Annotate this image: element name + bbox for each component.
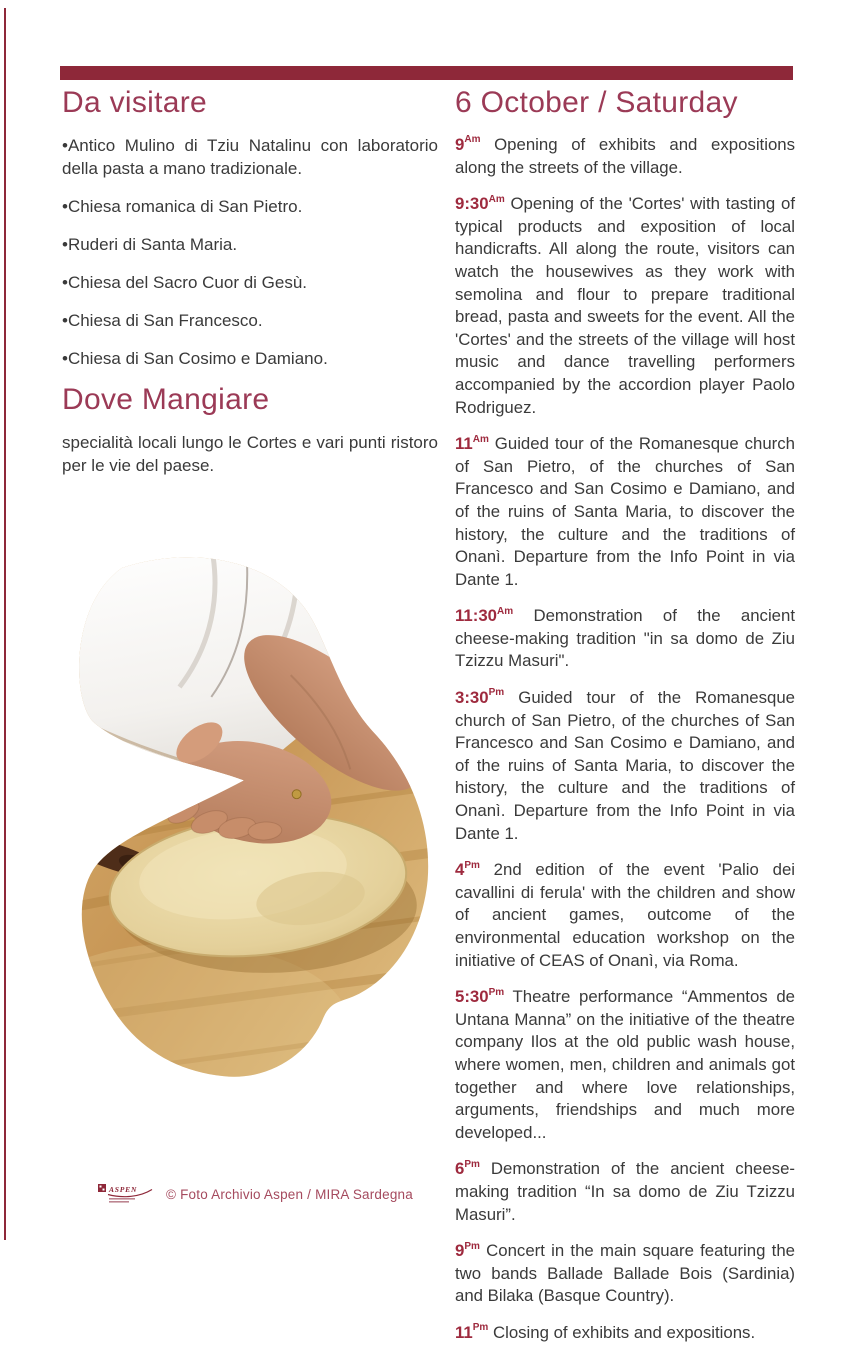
top-rule xyxy=(60,66,793,80)
event-time: $6^{Pm}$ xyxy=(455,1158,480,1179)
visit-item: •Chiesa di San Francesco. xyxy=(62,311,263,330)
schedule-event: $11^{Am}$ Guided tour of the Romanesque church of San Pietro, of the churches of San Francesco and San Cosimo e Damiano, and of the ruins of Santa Maria, to discover the history, the culture and the traditions of Onanì. Departure from the Info Point in via Dante 1. xyxy=(455,433,795,589)
visit-heading: Da visitare xyxy=(62,86,208,119)
event-time: $9^{Pm}$ xyxy=(455,1240,480,1261)
schedule-event: $9^{Am}$ Opening of exhibits and expositions along the streets of the village. xyxy=(455,134,795,177)
event-time: $11^{Am}$ xyxy=(455,433,489,454)
eat-text: specialità locali lungo le Cortes e vari punti ristoro per le vie del paese. xyxy=(62,433,438,475)
visit-item: •Ruderi di Santa Maria. xyxy=(62,235,238,254)
aspen-logo-icon xyxy=(98,1181,156,1207)
schedule-event: $11^{Pm}$ Closing of exhibits and expositions. xyxy=(455,1322,756,1342)
pasta-making-photo xyxy=(62,556,440,1092)
event-time: $11:30^{Am}$ xyxy=(455,605,514,626)
schedule-event: $4^{Pm}$ 2nd edition of the event 'Palio dei cavallini di ferula' with the children and show of ancient games, outcome of the environmental education workshop on the initiative of CEAS of Onanì, via Roma. xyxy=(455,859,795,970)
schedule-event: $11:30^{Am}$ Demonstration of the ancient cheese-making tradition "in sa domo de Ziu Tzizzu Masuri". xyxy=(455,605,795,671)
photo-credit: © Foto Archivio Aspen / MIRA Sardegna xyxy=(166,1186,413,1202)
schedule-events xyxy=(455,134,795,1345)
pasta-photo-illustration xyxy=(62,556,440,1092)
schedule-event: $9^{Pm}$ Concert in the main square featuring the two bands Ballade Ballade Bois (Sardinia) and Bilaka (Basque Country). xyxy=(455,1240,795,1306)
right-column xyxy=(455,88,795,1359)
event-time: $9^{Am}$ xyxy=(455,134,481,154)
event-time: $11^{Pm}$ xyxy=(455,1322,489,1342)
visit-item: •Antico Mulino di Tziu Natalinu con laboratorio della pasta a mano tradizionale. xyxy=(62,136,438,178)
event-time: $5:30^{Pm}$ xyxy=(455,986,505,1007)
schedule-event: $3:30^{Pm}$ Guided tour of the Romanesque church of San Pietro, of the churches of San Francesco and San Cosimo e Damiano, and of the ruins of Santa Maria, to discover the history, the culture and the traditions of Onanì. Departure from the Info Point in via Dante 1. xyxy=(455,687,795,843)
schedule-event: $5:30^{Pm}$ Theatre performance “Ammentos de Untana Manna” on the initiative of the theatre company Ilos at the old public wash house, where women, men, children and animals got together and where love relationships, arguments, friendships and much more developed... xyxy=(455,986,795,1142)
aspen-logo-text: ASPEN xyxy=(109,1185,138,1194)
eat-heading: Dove Mangiare xyxy=(62,383,270,416)
visit-item: •Chiesa romanica di San Pietro. xyxy=(62,197,303,216)
footer xyxy=(98,1181,413,1207)
event-time: $4^{Pm}$ xyxy=(455,859,480,880)
visit-list xyxy=(62,134,438,370)
schedule-event: $6^{Pm}$ Demonstration of the ancient cheese-making tradition “In sa domo de Ziu Tzizzu Masuri”. xyxy=(455,1158,795,1224)
schedule-event: $9:30^{Am}$ Opening of the 'Cortes' with tasting of typical products and exposition of local handicrafts. All along the route, visitors can watch the housewives as they work with semolina and flour to prepare traditional bread, pasta and sweets for the event. All the 'Cortes' and the streets of the village will host music and dance travelling performers accompanied by the accordion player Paolo Rodriguez. xyxy=(455,193,795,417)
event-time: $3:30^{Pm}$ xyxy=(455,687,505,708)
visit-item: •Chiesa del Sacro Cuor di Gesù. xyxy=(62,273,308,292)
left-column xyxy=(62,88,438,477)
event-time: $9:30^{Am}$ xyxy=(455,193,505,214)
visit-item: •Chiesa di San Cosimo e Damiano. xyxy=(62,349,328,368)
left-edge-rule xyxy=(4,8,6,1240)
schedule-heading: 6 October / Saturday xyxy=(455,86,738,119)
